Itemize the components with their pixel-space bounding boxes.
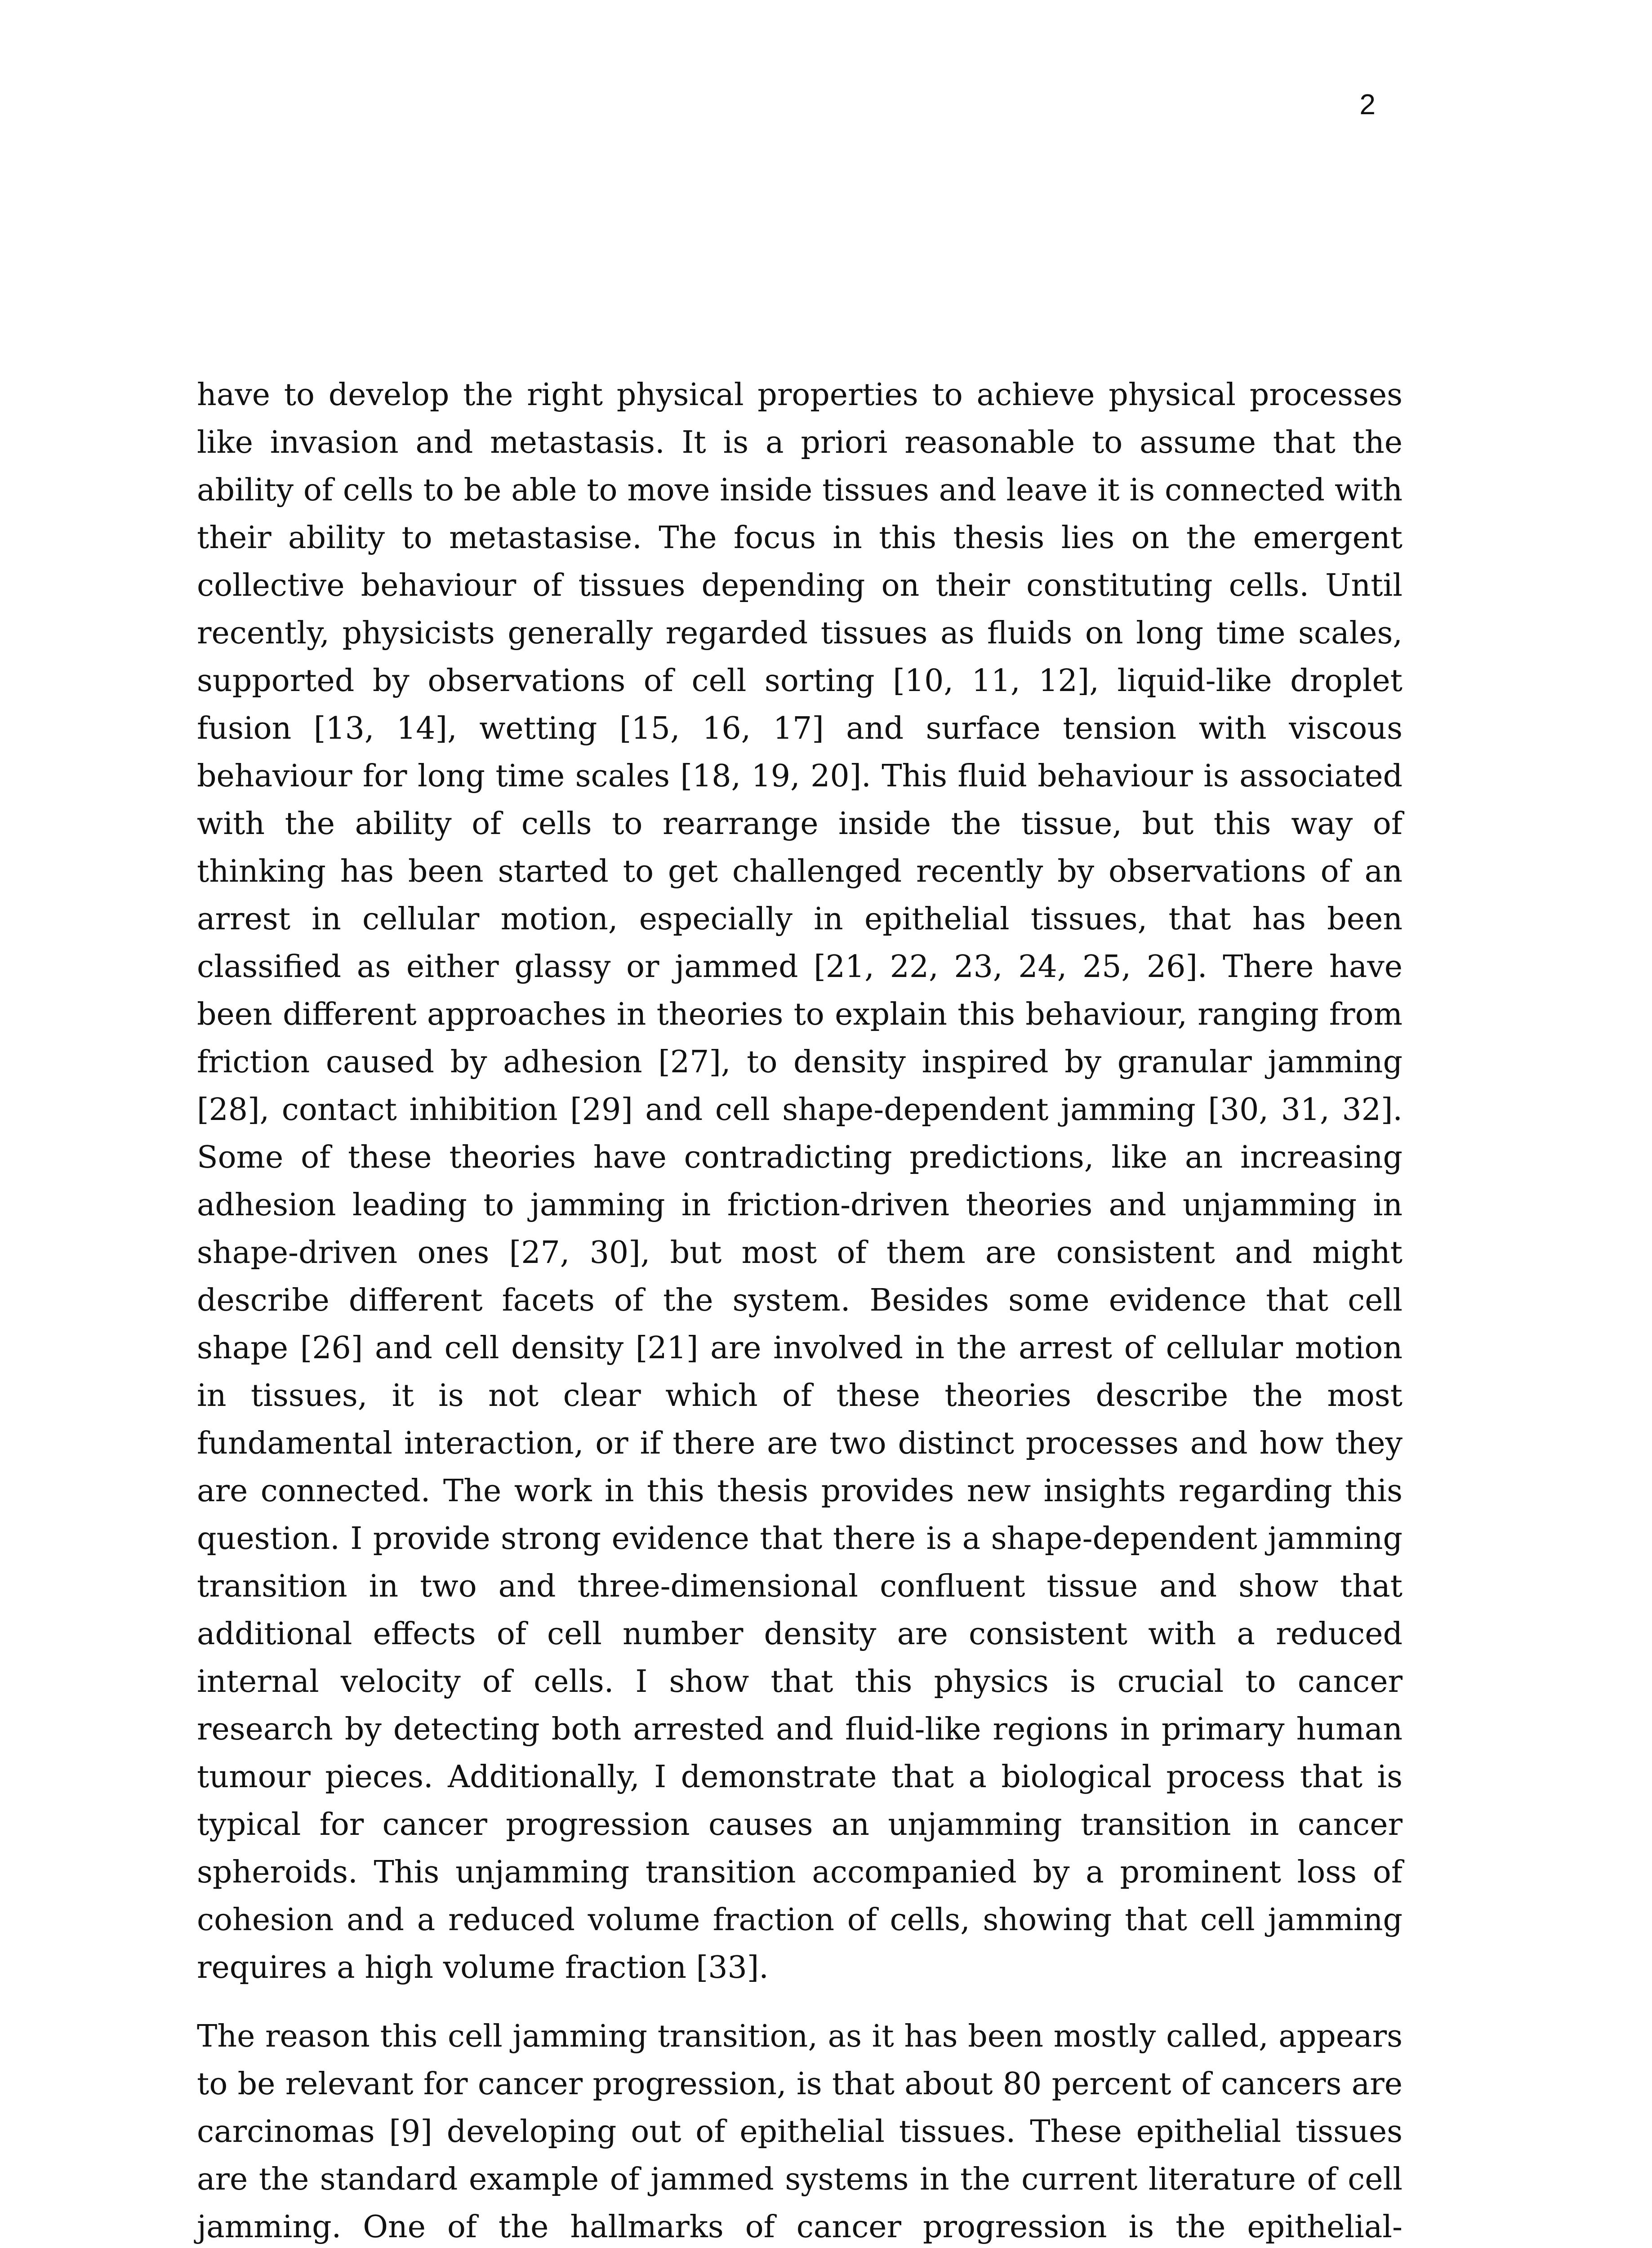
page-number: 2 [1359, 88, 1376, 120]
paragraph-2: The reason this cell jamming transition, as it has been mostly called, appears to be relevant for cancer progression, is that about 80 percent of cancers are carcinomas [9] developing out of epithelial tissues. These epithelial tissues are the standard example of jammed systems in the current literature of cell jamming. One of the hallmarks of cancer progression is the epithelial- [197, 2019, 1403, 2245]
body-text [197, 371, 1403, 2248]
paragraph-1: have to develop the right physical properties to achieve physical processes like invasion and metastasis. It is a priori reasonable to assume that the ability of cells to be able to move inside tissues and leave it is connected with their ability to metastasise. The focus in this thesis lies on the emergent collective behaviour of tissues depending on their constituting cells. Until recently, physicists generally regarded tissues as fluids on long time scales, supported by observations of cell sorting [10, 11, 12], liquid-like droplet fusion [13, 14], wetting [15, 16, 17] and surface tension with viscous behaviour for long time scales [18, 19, 20]. This fluid behaviour is associated with the ability of cells to rearrange inside the tissue, but this way of thinking has been started to get challenged recently by observations of an arrest in cellular motion, especially in epithelial tissues, that has been classified as either glassy or jammed [21, 22, 23, 24, 25, 26]. There have been different approaches in theories to explain this behaviour, ranging from friction caused by adhesion [27], to density inspired by granular jamming [28], contact inhibition [29] and cell shape-dependent jamming [30, 31, 32]. Some of these theories have contradicting predictions, like an increasing adhesion leading to jamming in friction-driven theories and unjamming in shape-driven ones [27, 30], but most of them are consistent and might describe different facets of the system. Besides some evidence that cell shape [26] and cell density [21] are involved in the arrest of cellular motion in tissues, it is not clear which of these theories describe the most fundamental interaction, or if there are two distinct processes and how they are connected. The work in this thesis provides new insights regarding this question. I provide strong evidence that there is a shape-dependent jamming transition in two and three-dimensional confluent tissue and show that additional effects of cell number density are consistent with a reduced internal velocity of cells. I show that this physics is crucial to cancer research by detecting both arrested and fluid-like regions in primary human tumour pieces. Additionally, I demonstrate that a biological process that is typical for cancer progression causes an unjamming transition in cancer spheroids. This unjamming transition accompanied by a prominent loss of cohesion and a reduced volume fraction of cells, showing that cell jamming requires a high volume fraction [33]. [197, 377, 1403, 1985]
